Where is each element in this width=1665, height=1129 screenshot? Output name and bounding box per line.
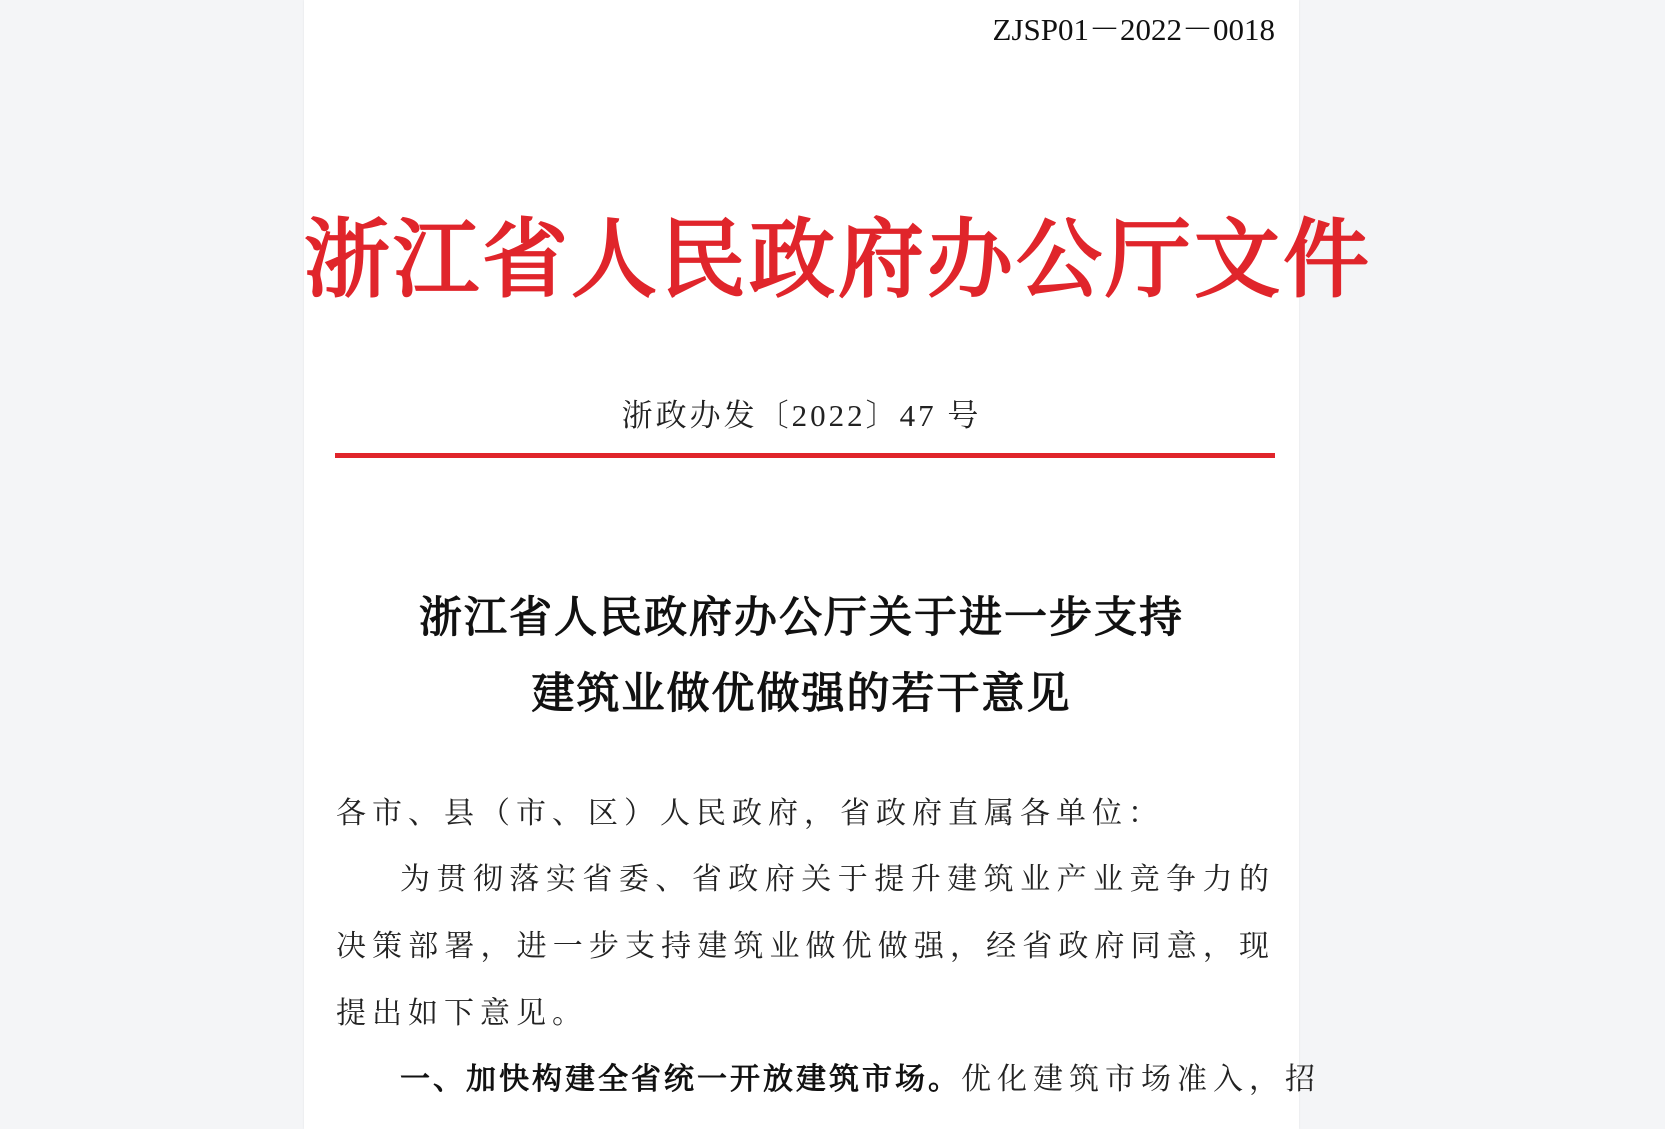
document-title-line-2: 建筑业做优做强的若干意见 [531, 669, 1072, 719]
salutation: 各市、县（市、区）人民政府，省政府直属各单位： [336, 796, 1164, 831]
intro-paragraph: 为贯彻落实省委、省政府关于提升建筑业产业竞争力的决策部署，进一步支持建筑业做优做强，经省政府同意，现提出如下意见。 [336, 862, 1275, 1031]
section-one-heading: 一、加快构建全省统一开放建筑市场。 [400, 1062, 961, 1097]
document-title-line-1: 浙江省人民政府办公厅关于进一步支持 [419, 593, 1184, 643]
red-divider-line [335, 453, 1275, 458]
section-one-paragraph [336, 1046, 1321, 1113]
document-page [304, 0, 1372, 1129]
document-title [304, 580, 1299, 732]
document-number: 浙政办发〔2022〕47 号 [621, 398, 982, 433]
section-one-text: 优化建筑市场准入，招 [961, 1062, 1321, 1097]
document-code: ZJSP01－2022－0018 [992, 12, 1275, 47]
document-masthead: 浙江省人民政府办公厅文件 [304, 209, 1372, 310]
